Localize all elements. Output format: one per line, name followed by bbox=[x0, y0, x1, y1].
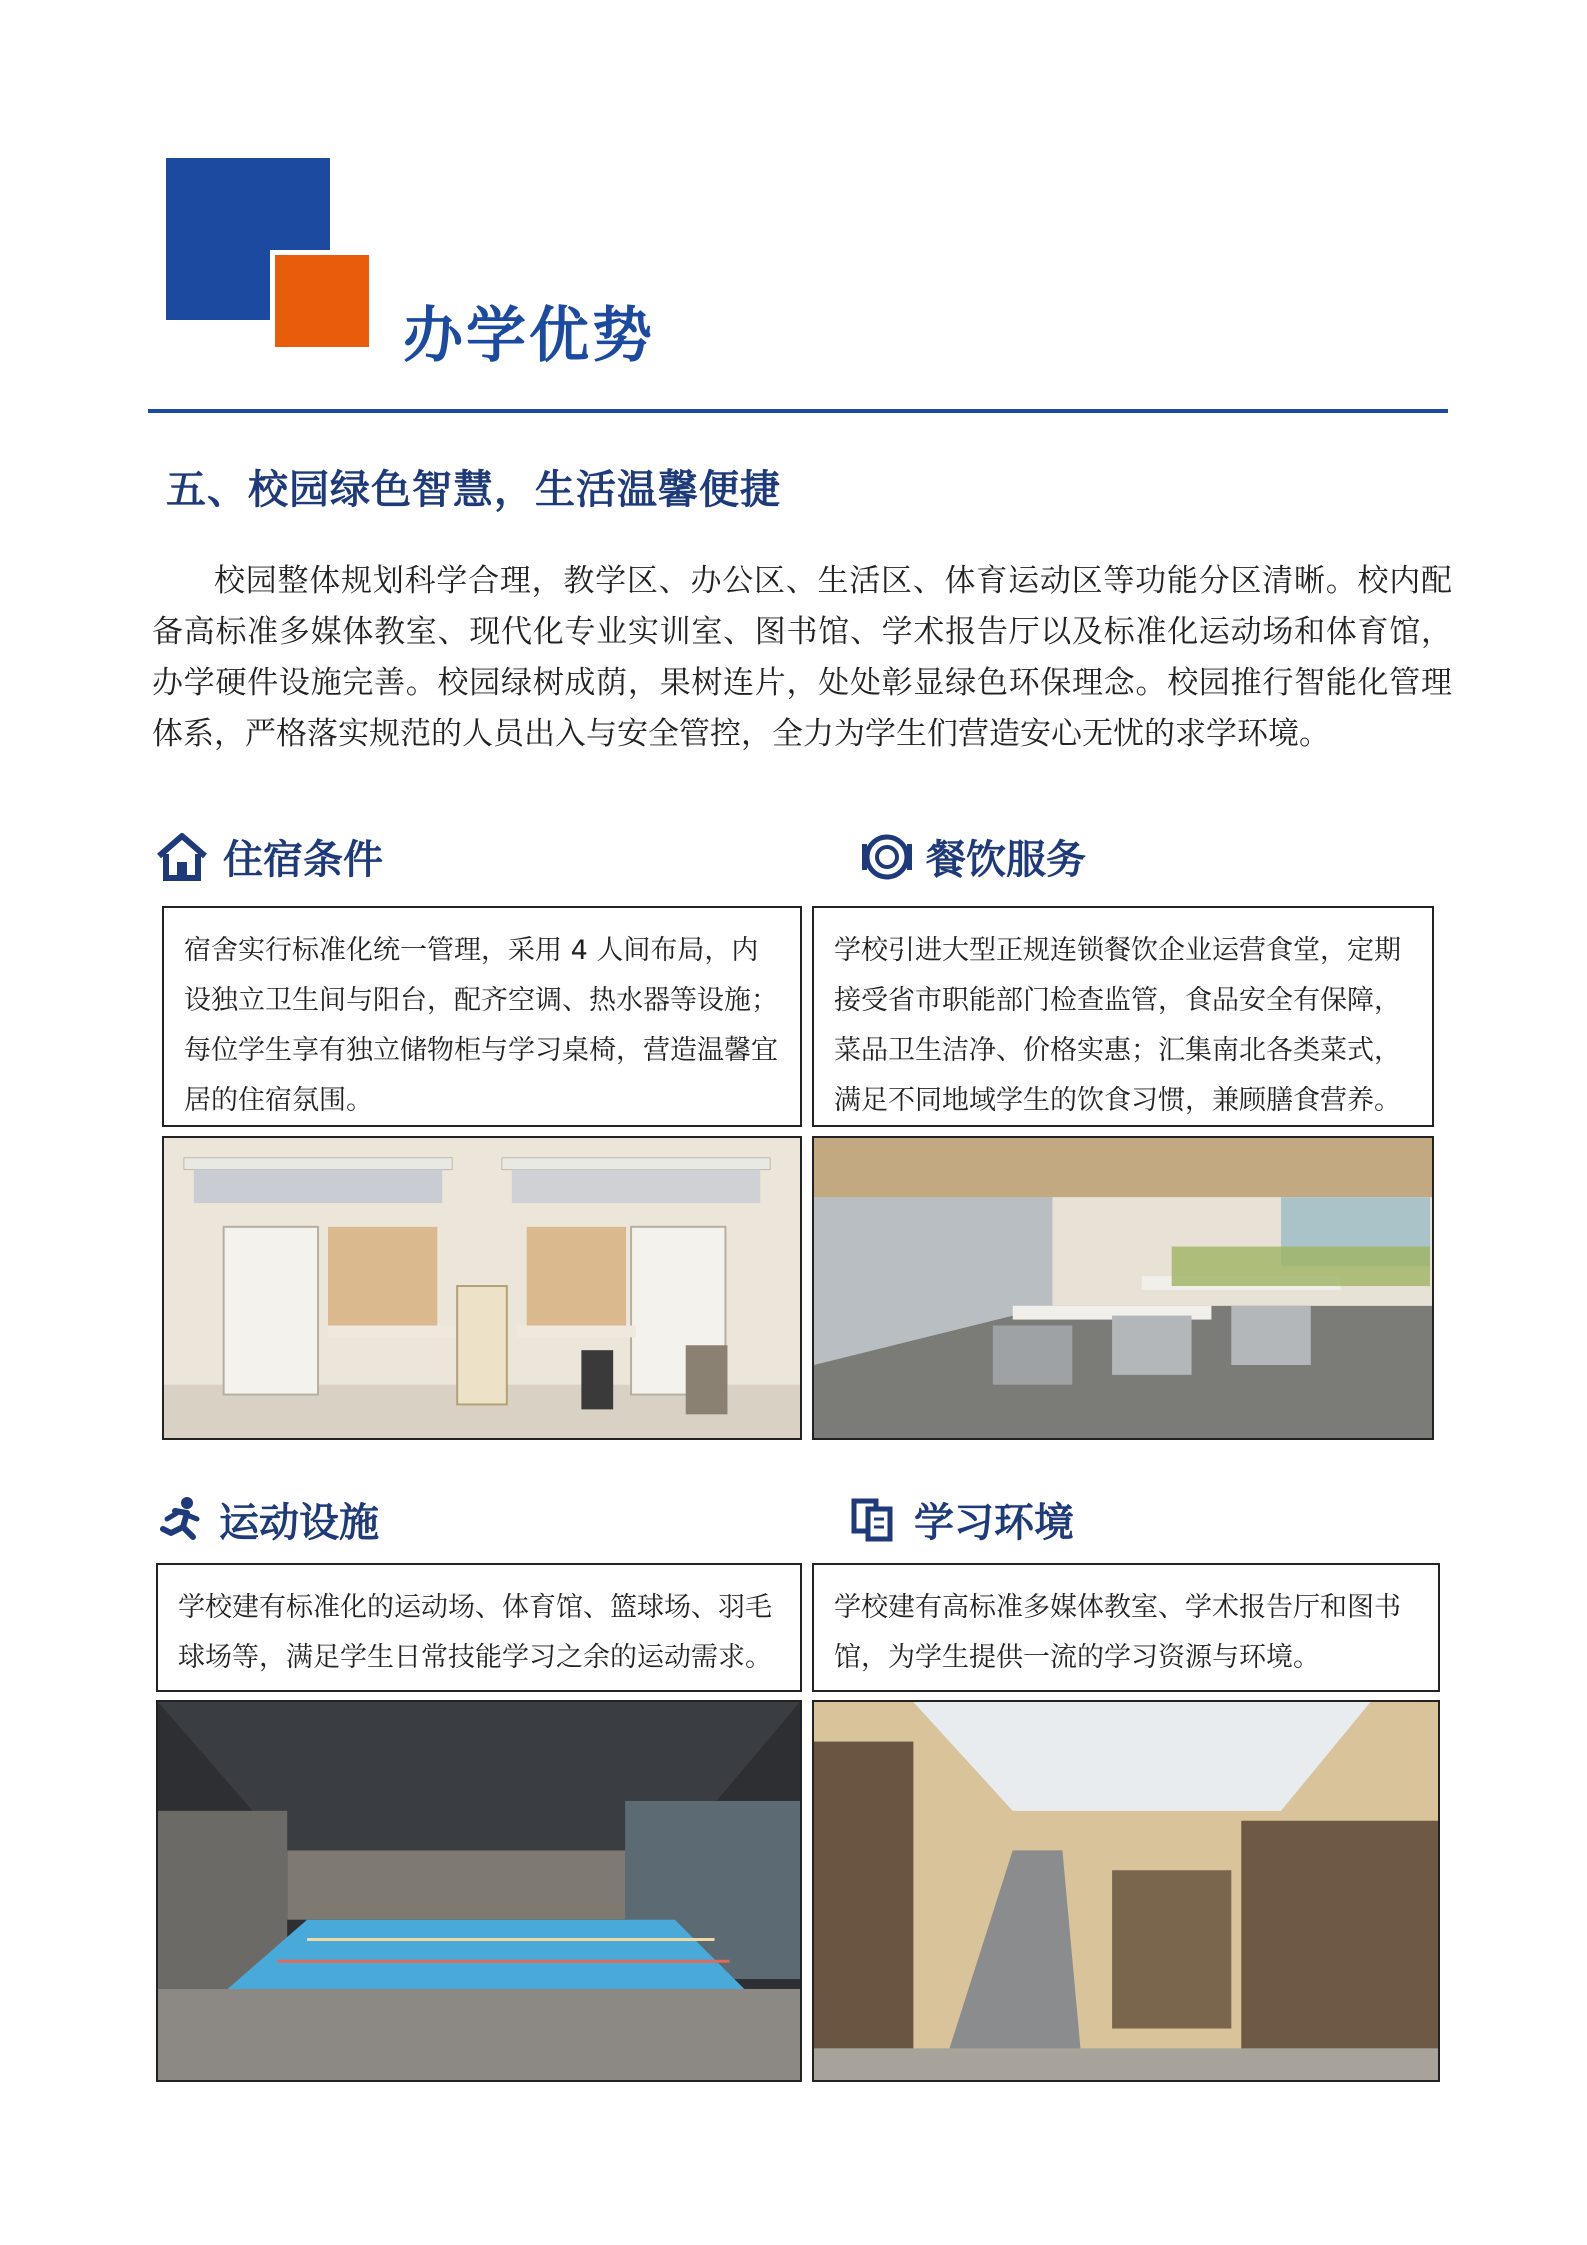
runner-icon bbox=[155, 1495, 205, 1545]
card-heading-dormitory bbox=[155, 828, 383, 885]
card-title: 学习环境 bbox=[914, 1500, 1074, 1546]
title-divider bbox=[148, 409, 1448, 413]
dining-hall-photo bbox=[812, 1136, 1434, 1440]
card-text: 学校建有标准化的运动场、体育馆、篮球场、羽毛球场等，满足学生日常技能学习之余的运动需求。 bbox=[178, 1592, 772, 1673]
card-text: 宿舍实行标准化统一管理，采用 4 人间布局，内设独立卫生间与阳台，配齐空调、热水器等设施；每位学生享有独立储物柜与学习桌椅，营造温馨宜居的住宿氛围。 bbox=[184, 935, 778, 1116]
card-text-box-sports bbox=[156, 1563, 802, 1692]
dormitory-photo bbox=[162, 1136, 802, 1440]
card-title: 餐饮服务 bbox=[926, 837, 1086, 883]
card-text: 学校引进大型正规连锁餐饮企业运营食堂，定期接受省市职能部门检查监管，食品安全有保障，菜品卫生洁净、价格实惠；汇集南北各类菜式，满足不同地域学生的饮食习惯，兼顾膳食营养。 bbox=[834, 935, 1401, 1116]
card-text-box-study bbox=[812, 1563, 1440, 1692]
swimming-pool-photo bbox=[156, 1700, 802, 2082]
card-heading-study bbox=[850, 1491, 1074, 1548]
plate-icon bbox=[862, 832, 912, 882]
section-intro: 校园整体规划科学合理，教学区、办公区、生活区、体育运动区等功能分区清晰。校内配备高标准多媒体教室、现代化专业实训室、图书馆、学术报告厅以及标准化运动场和体育馆，办学硬件设施完善。校园绿树成荫，果树连片，处处彰显绿色环保理念。校园推行智能化管理体系，严格落实规范的人员出入与安全管控，全力为学生们营造安心无忧的求学环境。 bbox=[152, 563, 1452, 752]
section-title: 五、校园绿色智慧，生活温馨便捷 bbox=[166, 467, 781, 513]
card-text-box-dormitory bbox=[162, 906, 802, 1127]
page-title: 办学优势 bbox=[403, 301, 655, 371]
card-title: 运动设施 bbox=[219, 1500, 379, 1546]
card-title: 住宿条件 bbox=[223, 837, 383, 883]
card-heading-sports bbox=[155, 1491, 379, 1548]
logo-orange-square bbox=[270, 250, 369, 347]
card-text: 学校建有高标准多媒体教室、学术报告厅和图书馆，为学生提供一流的学习资源与环境。 bbox=[834, 1592, 1401, 1673]
card-text-box-dining bbox=[812, 906, 1434, 1127]
card-heading-dining bbox=[862, 828, 1086, 885]
books-icon bbox=[850, 1495, 900, 1545]
house-icon bbox=[155, 832, 209, 882]
library-photo bbox=[812, 1700, 1440, 2082]
